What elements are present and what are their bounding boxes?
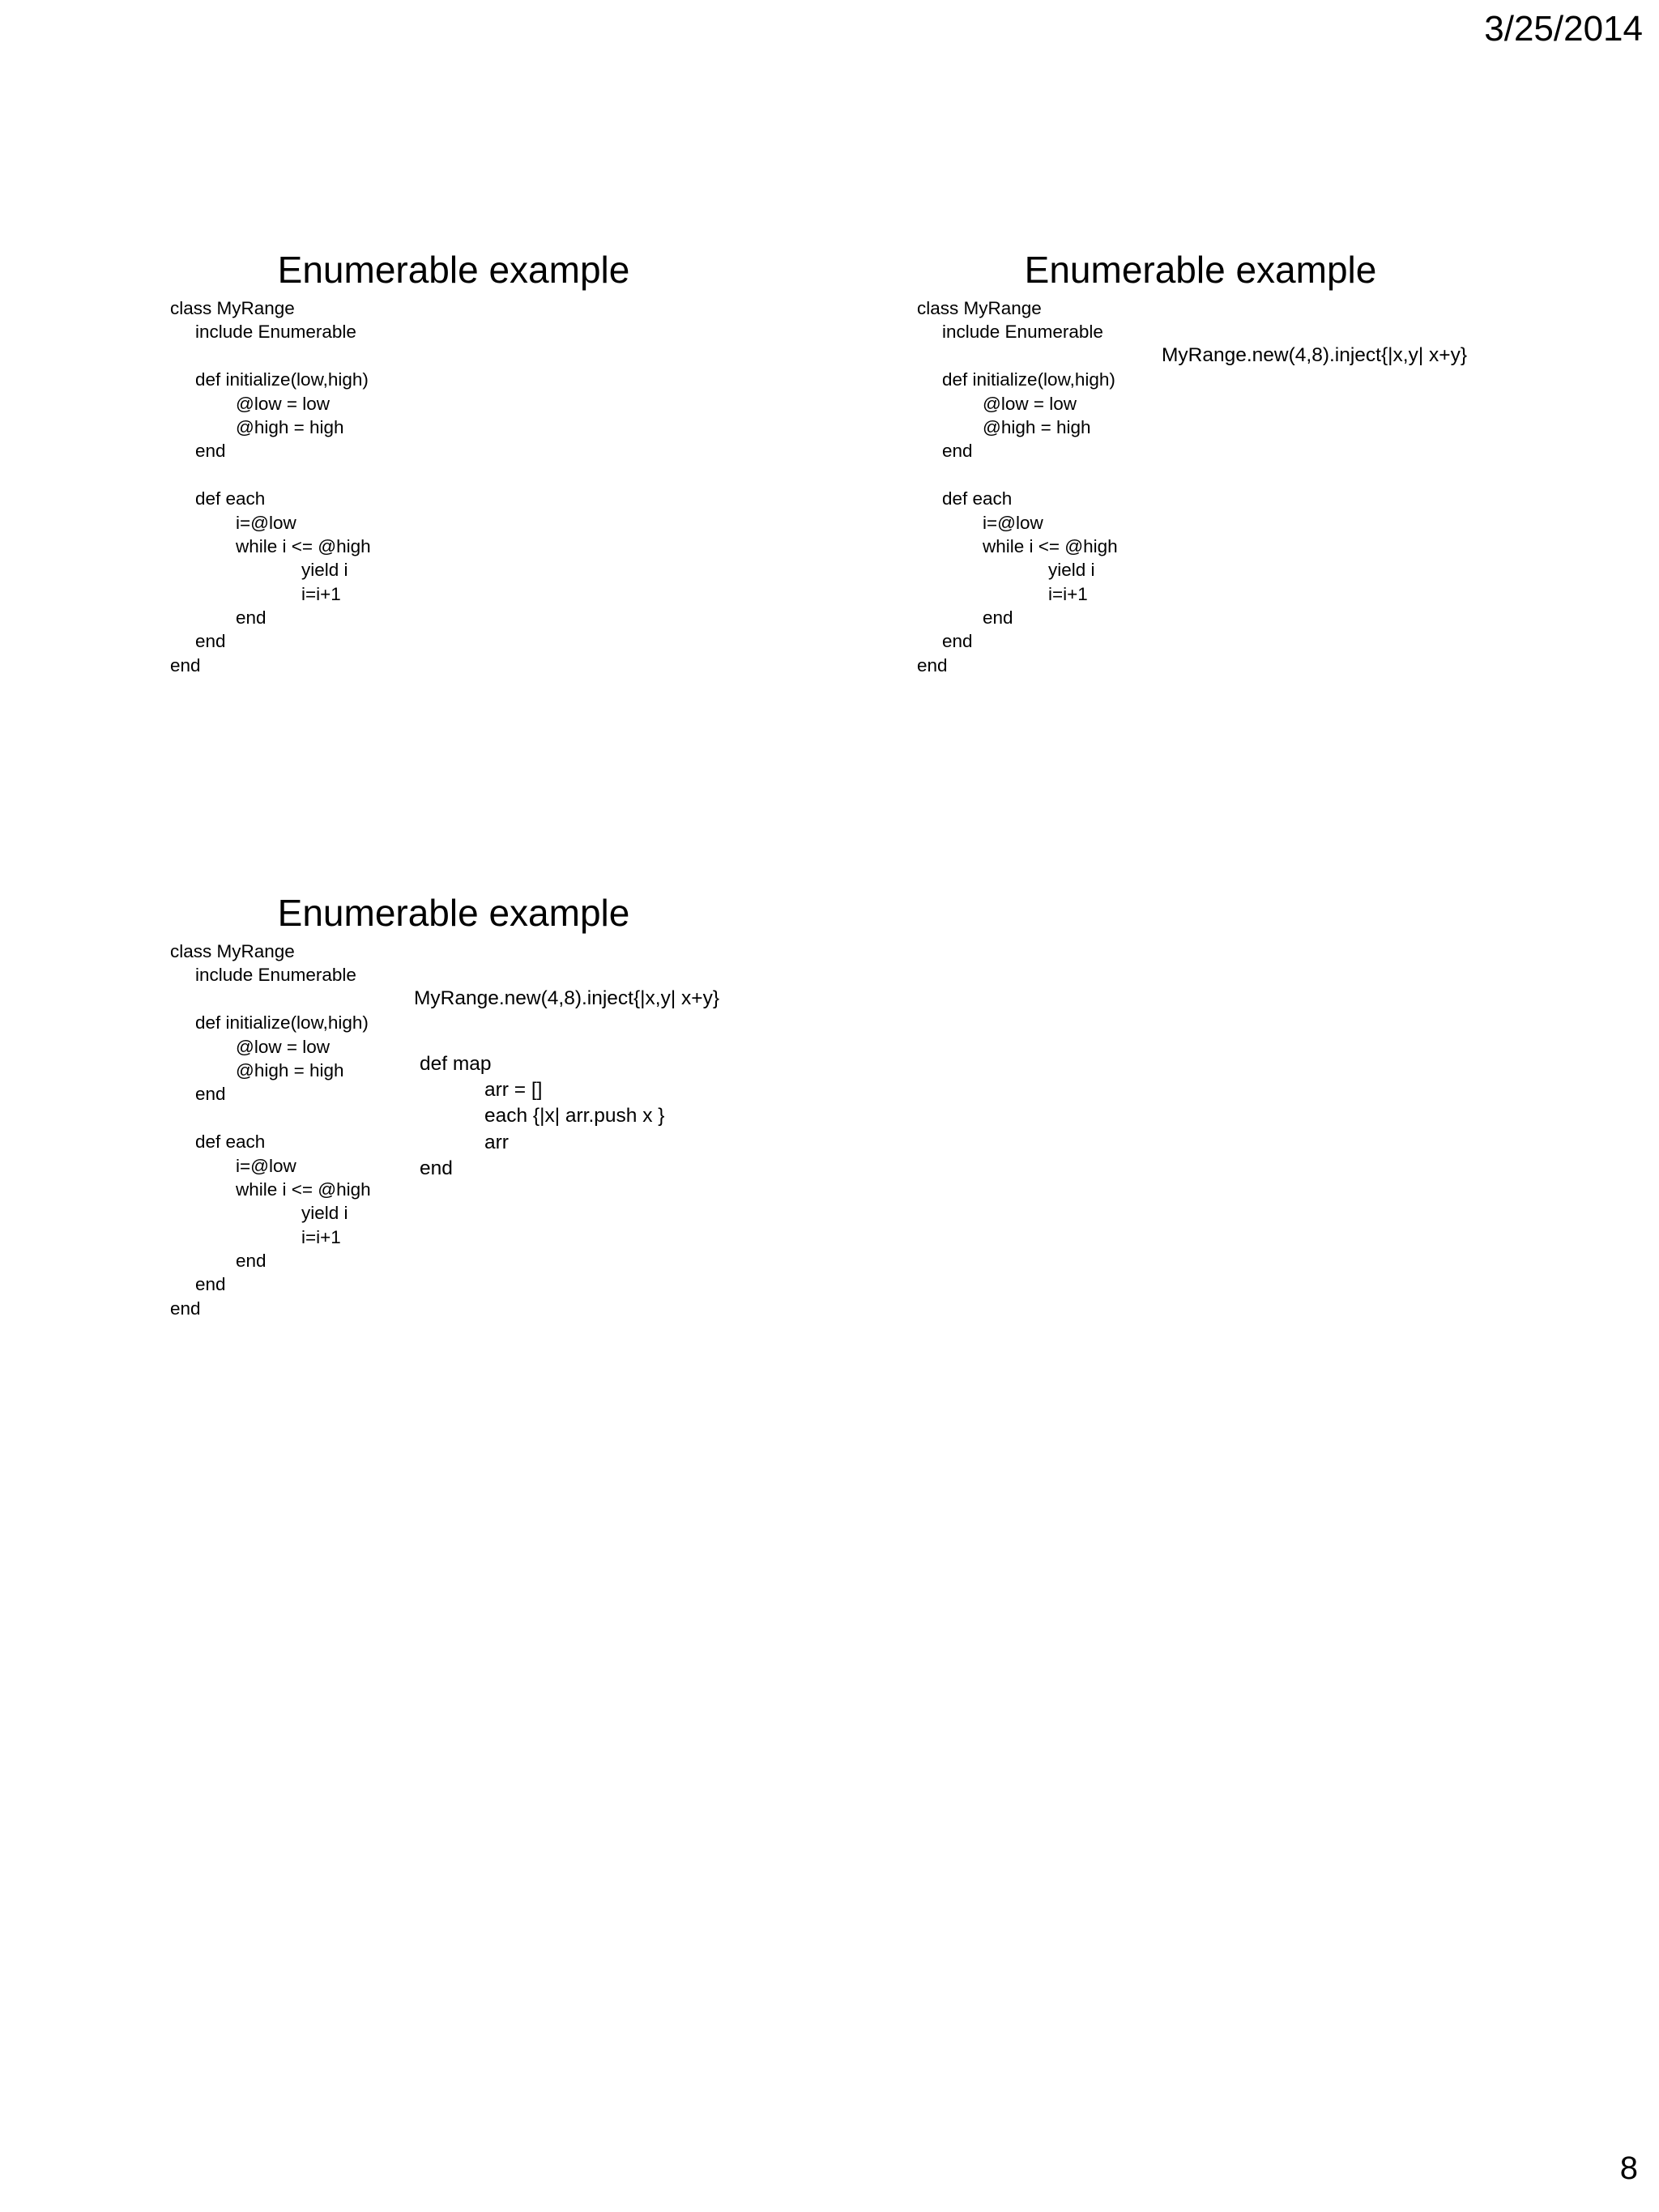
code-line: i=@low [983,512,1043,533]
code-line: yield i [301,1203,348,1224]
code-line: @low = low [983,393,1077,414]
code-line: end [195,1084,226,1105]
code-line [170,1106,371,1130]
code-block [170,940,371,1320]
slide-2 [917,243,1630,697]
code-line: end [195,1274,226,1295]
code-line: yield i [1048,560,1095,581]
inject-example: MyRange.new(4,8).inject{|x,y| x+y} [1162,344,1467,366]
code-line: yield i [301,560,348,581]
code-line: class MyRange [917,298,1042,318]
code-line [917,463,1118,487]
slide-title: Enumerable example [277,892,630,934]
code-line: while i <= @high [236,1178,371,1200]
code-line: i=i+1 [301,583,341,604]
page-number: 8 [1619,2150,1638,2186]
code-line: while i <= @high [983,535,1118,556]
code-line: end [942,631,973,652]
slide-title: Enumerable example [277,249,630,291]
slide-title: Enumerable example [1024,249,1377,291]
slide-3 [170,886,883,1340]
code-line: def map [420,1053,492,1075]
code-line: def initialize(low,high) [195,369,369,390]
code-line: end [170,1298,201,1319]
code-line: @low = low [236,1036,331,1057]
code-line: end [983,607,1013,629]
code-block [917,296,1118,677]
slide-1 [170,243,883,697]
code-line [170,463,371,487]
code-line: def initialize(low,high) [195,1012,369,1034]
code-line: def each [942,488,1013,509]
code-line: include Enumerable [195,965,356,986]
code-block [170,296,371,677]
code-line: include Enumerable [195,322,356,343]
code-line: end [917,654,948,676]
code-line: @high = high [236,416,344,437]
code-line: @low = low [236,393,331,414]
inject-example: MyRange.new(4,8).inject{|x,y| x+y} [414,987,719,1009]
code-line: end [170,654,201,676]
code-line: @high = high [983,416,1091,437]
code-line: each {|x| arr.push x } [484,1105,665,1127]
code-line: end [236,1251,267,1272]
code-line: end [195,441,226,462]
page-date: 3/25/2014 [1484,9,1643,49]
code-line: def initialize(low,high) [942,369,1115,390]
code-line: end [942,441,973,462]
map-code-block [420,1051,664,1182]
code-line: class MyRange [170,941,295,961]
code-line: arr [484,1131,509,1153]
code-line: def each [195,488,266,509]
code-line: def each [195,1132,266,1153]
code-line: class MyRange [170,298,295,318]
code-line: i=@low [236,1155,296,1176]
code-line: i=@low [236,512,296,533]
code-line: i=i+1 [301,1226,341,1247]
code-line [917,344,1118,368]
code-line: @high = high [236,1059,344,1080]
code-line: end [236,607,267,629]
code-line: arr = [] [484,1079,543,1102]
code-line: end [195,631,226,652]
code-line: include Enumerable [942,322,1103,343]
code-line: end [420,1157,453,1179]
code-line [170,344,371,368]
code-line: while i <= @high [236,535,371,556]
code-line: i=i+1 [1048,583,1088,604]
code-line [170,987,371,1011]
